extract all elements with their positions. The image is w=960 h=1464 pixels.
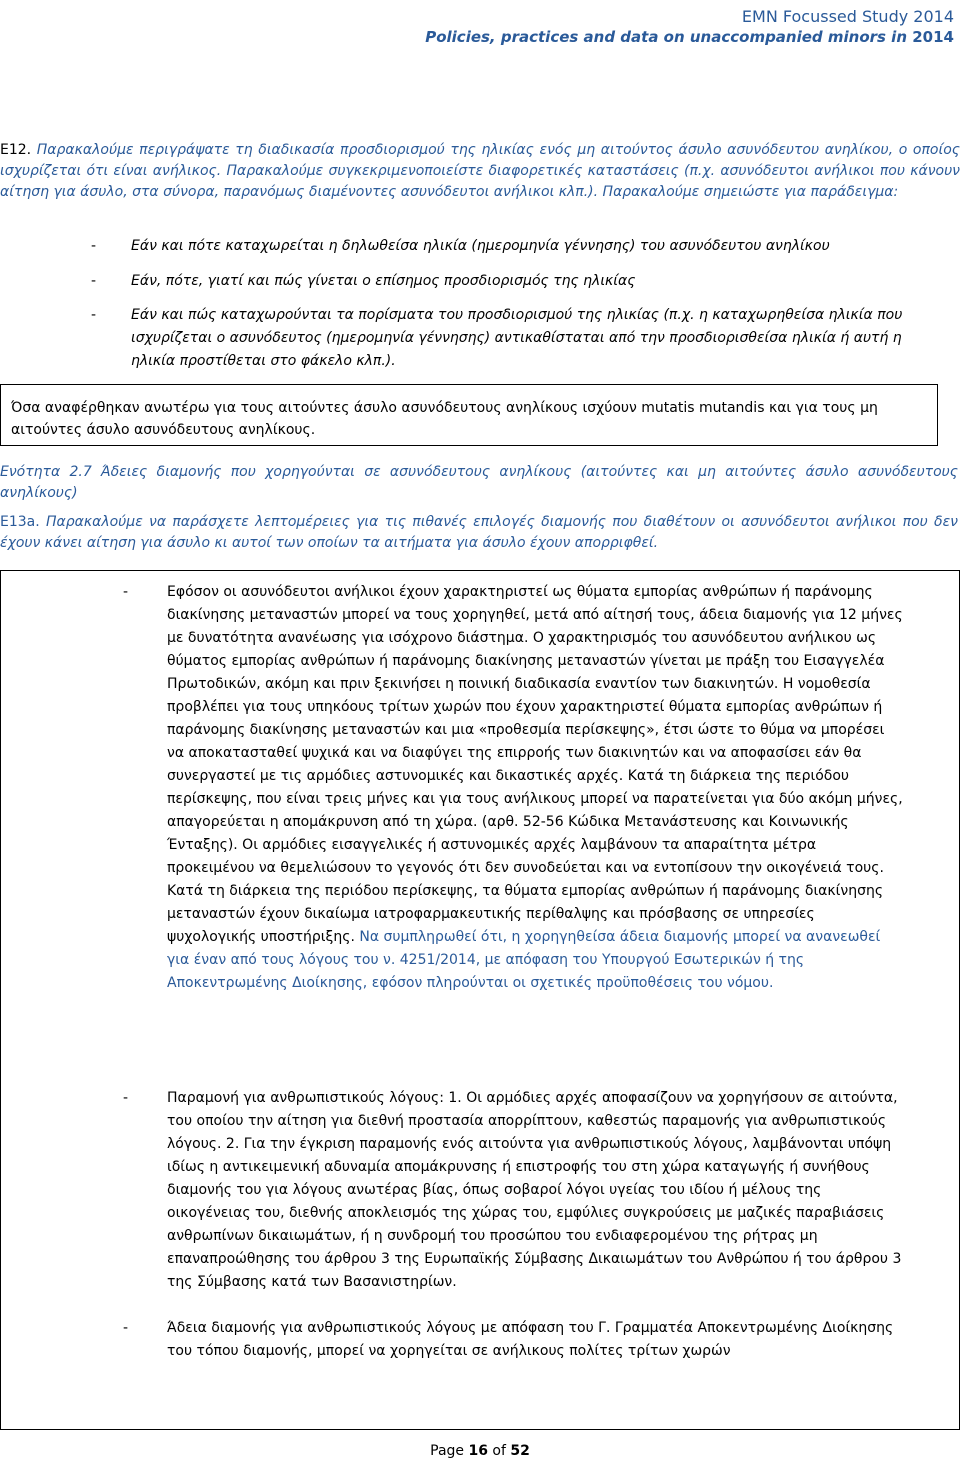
- answer-dash: -: [123, 1090, 129, 1106]
- answer-item: [123, 1317, 903, 1363]
- question-e12-text-2: Παρακαλούμε σημειώστε για παράδειγμα:: [598, 184, 899, 200]
- question-e13a-text: Παρακαλούμε να παράσχετε λεπτομέρειες για τις πιθανές επιλογές διαμονής που διαθέτουν οι ασυνόδευτοι ανήλικοι που δεν έχουν κάνει αίτηση για άσυλο κι αυτοί των οποίων τα αιτήματα για άσυλο έχουν απορριφθεί.: [0, 514, 958, 551]
- answer-item-text: [167, 581, 903, 995]
- answer-item-1-main: Εφόσον οι ασυνόδευτοι ανήλικοι έχουν χαρακτηριστεί ως θύματα εμπορίας ανθρώπων ή παράνομης διακίνησης μεταναστών μπορεί να τους χορηγηθεί, μετά από αίτησή τους, άδεια διαμονής για 12 μήνες με δυνατότητα ανανέωσης για ισόχρονο διάστημα. Ο χαρακτηρισμός του ασυνόδευτου ανήλικου ως θύματος εμπορίας ανθρώπων ή παράνομης διακίνησης μεταναστών γίνεται με πράξη του Εισαγγελέα Πρωτοδικών, ακόμη και πριν ξεκινήσει η ποινική διαδικασία εναντίον των διακινητών. Η νομοθεσία προβλέπει για τους υπηκόους τρίτων χωρών που έχουν χαρακτηριστεί θύματα εμπορίας ανθρώπων ή παράνομης διακίνησης μεταναστών και μια «προθεσμία περίσκεψης», έτσι ώστε το θύμα να μπορέσει να αποκατασταθεί ψυχικά και να διαφύγει της επιρροής των διακινητών και να αποφασίσει εάν θα συνεργαστεί με τις αρμόδιες αστυνομικές και δικαστικές αρχές. Κατά τη διάρκεια της περιόδου περίσκεψης, που είναι τρεις μήνες και για τους ανήλικους μπορεί να παρατείνεται για δύο ακόμη μήνες, απαγορεύεται η απομάκρυνση από τη χώρα. (αρθ. 52-56 Κώδικα Μετανάστευσης και Κοινωνικής Ένταξης). Οι αρμόδιες εισαγγελικές ή αστυνομικές αρχές λαμβάνουν τα απαραίτητα μέτρα προκειμένου να θεμελιώσουν το γεγονός ότι δεν συνοδεύεται και να εντοπίσουν την οικογένειά τους. Κατά τη διάρκεια της περιόδου περίσκεψης, τα θύματα εμπορίας ανθρώπων ή παράνομης διακίνησης μεταναστών έχουν δικαίωμα ιατροφαρμακευτικής περίθαλψης και πρόσβασης σε υπηρεσίες ψυχολογικής υποστήριξης.: [167, 584, 903, 945]
- answer-box-e12: [0, 384, 938, 446]
- question-e12: [0, 140, 960, 203]
- footer-prefix: Page: [430, 1443, 469, 1459]
- answer-box-e13a: [0, 570, 960, 1430]
- footer-total-pages: 52: [510, 1443, 530, 1459]
- footer-page-number: 16: [468, 1443, 488, 1459]
- header-study-title: EMN Focussed Study 2014: [741, 7, 954, 26]
- bullet-dash: -: [91, 307, 97, 323]
- answer-item-3-text: Άδεια διαμονής για ανθρωπιστικούς λόγους με απόφαση του Γ. Γραμματέα Αποκεντρωμένης Διοίκησης του τόπου διαμονής, μπορεί να χορηγείται σε ανήλικους πολίτες τρίτων χωρών: [167, 1320, 894, 1359]
- footer-of: of: [487, 1443, 511, 1459]
- bullet-text: Εάν, πότε, γιατί και πώς γίνεται ο επίσημος προσδιορισμός της ηλικίας: [131, 273, 636, 289]
- answer-e12-text: Όσα αναφέρθηκαν ανωτέρω για τους αιτούντες άσυλο ασυνόδευτους ανηλίκους ισχύουν mutatis mutandis και για τους μη αιτούντες άσυλο ασυνόδευτους ανηλίκους.: [11, 400, 878, 438]
- section-heading: Ενότητα 2.7 Άδειες διαμονής που χορηγούνται σε ασυνόδευτους ανηλίκους (αιτούντες και μη αιτούντες άσυλο ασυνόδευτους ανηλίκους): [0, 464, 958, 501]
- bullet-item: [91, 235, 941, 258]
- header-subtitle: [425, 27, 954, 47]
- bullet-text: Εάν και πώς καταχωρούνται τα πορίσματα του προσδιορισμού της ηλικίας (π.χ. η καταχωρηθείσα ηλικία που ισχυρίζεται ο ασυνόδευτος (ημερομηνία γέννησης) αντικαθίσταται από την προσδιορισθείσα ηλικία ή αυτή η ηλικία προστίθεται στο φάκελο κλπ.).: [131, 307, 903, 369]
- question-e13a-label: E13a.: [0, 514, 40, 530]
- answer-dash: -: [123, 584, 129, 600]
- bullet-dash: -: [91, 238, 97, 254]
- bullet-text: Εάν και πότε καταχωρείται η δηλωθείσα ηλικία (ημερομηνία γέννησης) του ασυνόδευτου ανηλίκου: [131, 238, 830, 254]
- header-year: 2014: [912, 28, 954, 46]
- question-e12-label: E12.: [0, 142, 32, 158]
- bullet-dash: -: [91, 273, 97, 289]
- answer-item-1-note: Να συμπληρωθεί ότι, η χορηγηθείσα άδεια διαμονής μπορεί να ανανεωθεί για έναν από τους λόγους του ν. 4251/2014, με απόφαση του Υπουργού Εσωτερικών ή της Αποκεντρωμένης Διοίκησης, εφόσον πληρούνται οι σχετικές προϋποθέσεις του νόμου.: [167, 929, 881, 991]
- page-footer: [0, 1443, 960, 1459]
- answer-item: [123, 1087, 903, 1294]
- answer-item-2-text: Παραμονή για ανθρωπιστικούς λόγους: 1. Οι αρμόδιες αρχές αποφασίζουν να χορηγήσουν σε αιτούντα, του οποίου την αίτηση για διεθνή προστασία απορρίπτουν, καθεστώς παραμονής για ανθρωπιστικούς λόγους. 2. Για την έγκριση παραμονής ενός αιτούντα για ανθρωπιστικούς λόγους, λαμβάνονται υπόψη ιδίως η αντικειμενική αδυναμία απομάκρυνσης ή επιστροφής του στη χώρα καταγωγής ή συνήθους διαμονής του για λόγους ανωτέρας βίας, όπως σοβαροί λόγοι υγείας του ιδίου ή μέλους της οικογένειας του, διεθνής αποκλεισμός της χώρας του, εμφύλιες συγκρούσεις με μαζικές παραβιάσεις ανθρωπίνων δικαιωμάτων, ή η συνδρομή του προσώπου του ενδιαφερομένου της ρήτρας μη επαναπροώθησης του άρθρου 3 της Ευρωπαϊκής Σύμβασης Δικαιωμάτων του Ανθρώπου ή του άρθρου 3 της Σύμβασης κατά των Βασανιστηρίων.: [167, 1090, 902, 1290]
- bullet-item: [91, 270, 941, 293]
- answer-item: [123, 581, 903, 995]
- page-header: [425, 6, 954, 47]
- bullet-item: [91, 304, 941, 373]
- header-subtitle-text: Policies, practices and data on unaccompanied minors in: [425, 28, 908, 46]
- question-e12-text: Παρακαλούμε περιγράψατε τη διαδικασία προσδιορισμού της ηλικίας ενός μη αιτούντος άσυλο ασυνόδευτου ανηλίκου, ο οποίος ισχυρίζεται ότι είναι ανήλικος. Παρακαλούμε συγκεκριμενοποιείστε διαφορετικές καταστάσεις (π.χ. ασυνόδευτοι ανήλικοι που κάνουν αίτηση για άσυλο, στα σύνορα, παρανόμως διαμένοντες ασυνόδευτοι ανήλικοι κλπ.).: [0, 142, 960, 200]
- answer-dash: -: [123, 1320, 129, 1336]
- question-e13a: [0, 512, 958, 554]
